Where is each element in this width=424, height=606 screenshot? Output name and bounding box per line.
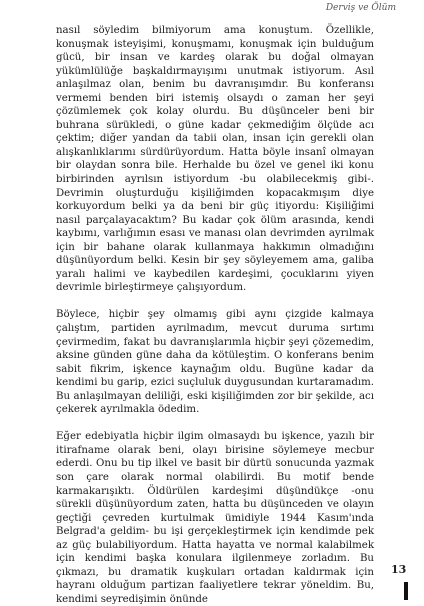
body-text — [56, 24, 374, 606]
running-head: Derviş ve Ölüm — [325, 3, 396, 13]
page-number: 13 — [391, 563, 407, 576]
paragraph: nasıl söyledim bilmiyorum ama konuştum. Özellikle, konuşmak isteyişimi, konuşmamı, konuşmak için bulduğum gücü, bir insan ve kardeş olarak bu doğal olmayan yükümlülüğe başkaldırmayışımı unutmak istiyorum. Asıl anlaşılmaz olan, benim bu davranışımdır. Bu konferansı vermemi benden biri istemiş olsaydı o zaman her şeyi çözümlemek çok kolay olurdu. Bu düşünceler beni bir buhrana sürükledi, o güne kadar çekmediğim ölçüde acı çektim; diğer yandan da tabii olan, insan için gerekli olan alışkanlıklarımı sürdürüyordum. Hatta böyle insanî olmayan bir olaydan sonra bile. Herhalde bu özel ve genel iki konu birbirinden ayrılsın istiyordum -bu olabilecekmiş gibi-. Devrimin oluşturduğu kişiliğimden kopacakmışım diye korkuyordum belki ya da beni bir güç itiyordu: Kişiliğimi nasıl parçalayacaktım? Bu kadar çok ölüm arasında, kendi kaybımı, varlığımın esası ve manası olan devrimden ayrılmak için bir bahane olarak kullanmaya hakkımın olmadığını düşünüyordum belki. Kesin bir şey söyleyemem ama, galiba yaralı halimi ve kaybedilen kardeşimi, çocuklarını yiyen devrimle birleştirmeye çalışıyordum. — [56, 25, 374, 294]
paragraph: Böylece, hiçbir şey olmamış gibi aynı çizgide kalmaya çalıştım, partiden ayrılmadım, mevcut duruma sırtımı çevirmedim, fakat bu davranışlarımla hiçbir şeyi çözemedim, aksine günden güne daha da kötüleştim. O konferans benim sabit fikrim, işkence kaynağım oldu. Bugüne kadar da kendimi bu garip, ezici suçluluk duygusundan kurtaramadım. Bu anlaşılmayan deliliği, eski kişiliğimden zor bir şekilde, acı çekerek ayrılmakla ödedim. — [56, 309, 374, 416]
edge-marker — [404, 582, 408, 600]
paragraph: Eğer edebiyatla hiçbir ilgim olmasaydı bu işkence, yazılı bir itirafname olarak beni, olayı birisine söylemeye mecbur ederdi. Onu bu tip ilkel ve basit bir dürtü sonucunda yazmak son çare olarak normal olabilirdi. Bu motif bende karmakarışıktı. Öldürülen kardeşimi düşündükçe -onu sürekli düşünüyordum zaten, hatta bu düşünceden ve olayın geçtiği çevreden kurtulmak ümidiyle 1944 Kasım'ında Belgrad'a geldim- bu işi gerçekleştirmek için kendimde pek az güç bulabiliyordum. Hatta hayatta ve normal kalabilmek için kendimi başka konulara ilgilenmeye zorladım. Bu çıkmazı, bu dramatik kuşkuları ortadan kaldırmak için hayranı olduğum partizan faaliyetlere tekrar yöneldim. Bu, kendimi seyredişimin önünde — [56, 431, 374, 605]
